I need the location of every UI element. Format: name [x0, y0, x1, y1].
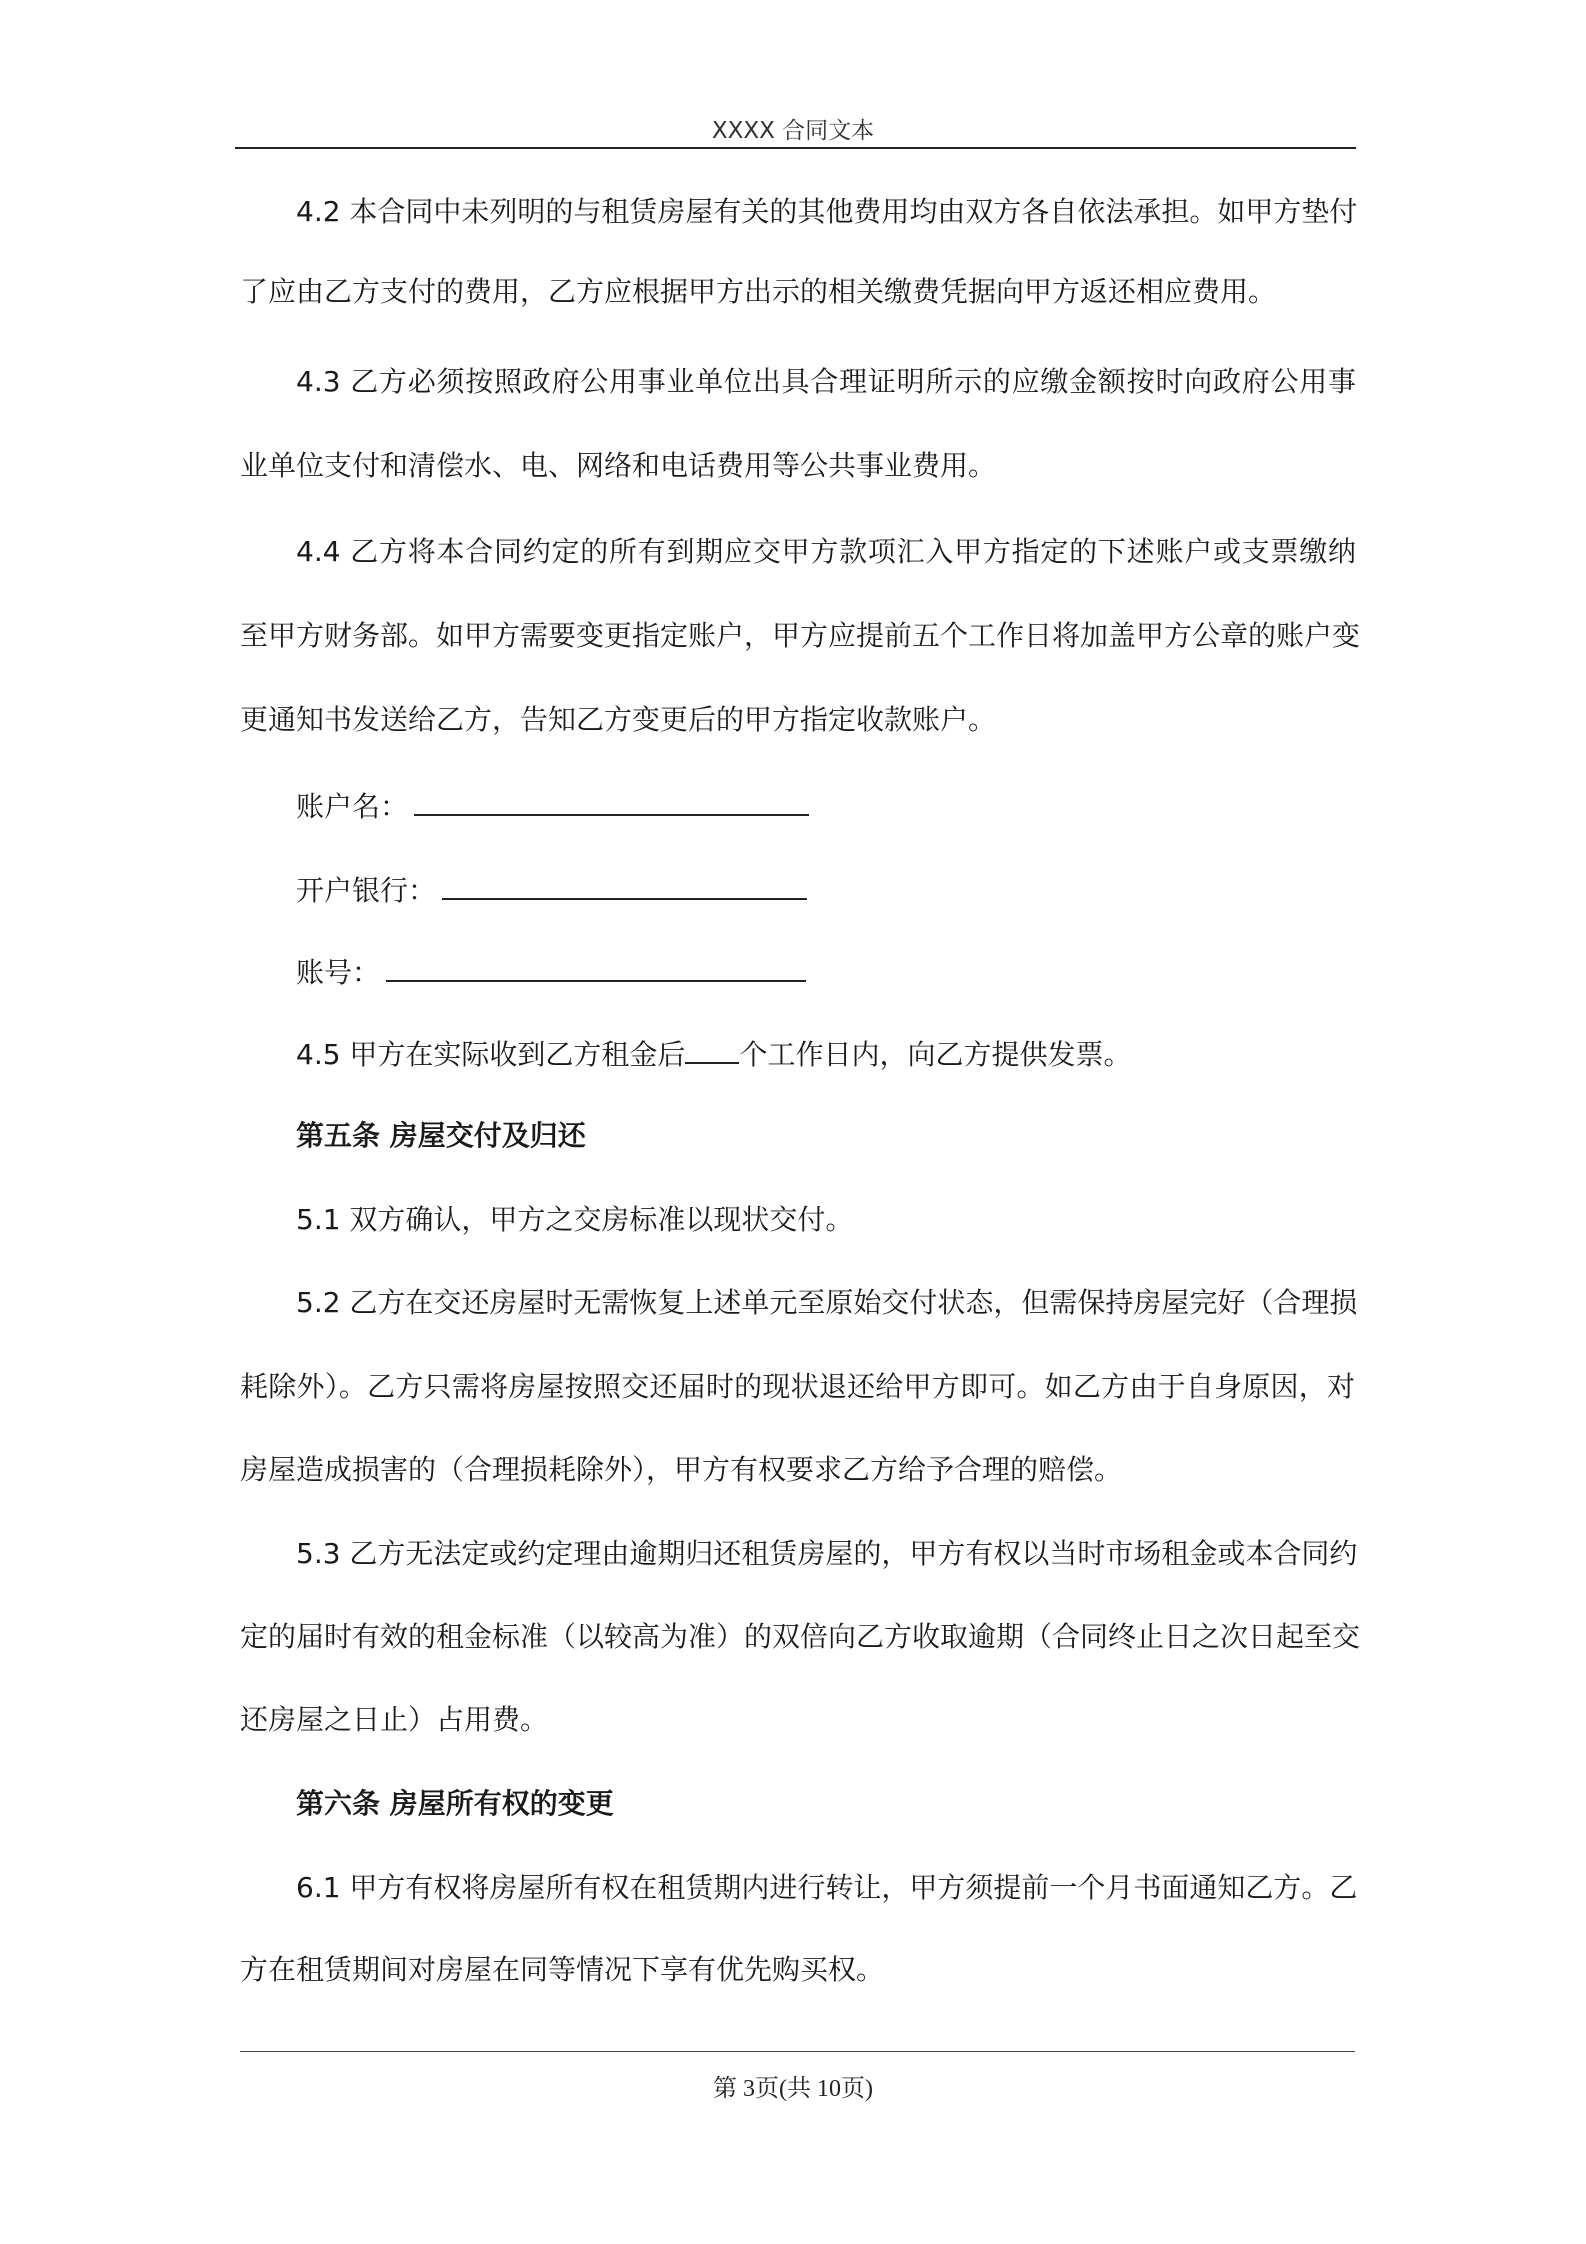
clause-4-2-line-1: 4.2 本合同中未列明的与租赁房屋有关的其他费用均由双方各自依法承担。如甲方垫付	[296, 195, 1358, 228]
clause-4-4-line-2: 至甲方财务部。如甲方需要变更指定账户，甲方应提前五个工作日将加盖甲方公章的账户变	[240, 619, 1361, 652]
clause-4-5-text-after: 个工作日内，向乙方提供发票。	[739, 1038, 1132, 1071]
workdays-blank	[685, 1032, 739, 1064]
bank-label: 开户银行：	[296, 874, 437, 907]
clause-5-3-line-2: 定的届时有效的租金标准（以较高为准）的双倍向乙方收取逾期（合同终止日之次日起至交	[240, 1620, 1361, 1653]
account-name-row	[296, 784, 1356, 827]
account-number-row	[296, 950, 1356, 993]
account-number-label: 账号：	[296, 956, 381, 989]
clause-4-3-line-2: 业单位支付和清偿水、电、网络和电话费用等公共事业费用。	[240, 449, 997, 482]
article-6-heading: 第六条 房屋所有权的变更	[296, 1787, 614, 1820]
header-title: XXXX 合同文本	[711, 118, 875, 144]
clause-4-3-line-1: 4.3 乙方必须按照政府公用事业单位出具合理证明所示的应缴金额按时向政府公用事	[296, 365, 1356, 398]
page-number: 第 3页(共 10页)	[713, 2076, 873, 2102]
clause-4-2-line-2: 了应由乙方支付的费用，乙方应根据甲方出示的相关缴费凭据向甲方返还相应费用。	[240, 275, 1277, 308]
clause-5-1: 5.1 双方确认，甲方之交房标准以现状交付。	[296, 1203, 854, 1236]
clause-6-1-line-2: 方在租赁期间对房屋在同等情况下享有优先购买权。	[240, 1953, 885, 1986]
clause-4-4-line-3: 更通知书发送给乙方，告知乙方变更后的甲方指定收款账户。	[240, 703, 997, 736]
clause-5-3-line-3: 还房屋之日止）占用费。	[240, 1703, 549, 1736]
clause-4-4-line-1: 4.4 乙方将本合同约定的所有到期应交甲方款项汇入甲方指定的下述账户或支票缴纳	[296, 535, 1356, 568]
clause-5-2-line-2: 耗除外）。乙方只需将房屋按照交还届时的现状退还给甲方即可。如乙方由于自身原因，对	[240, 1370, 1355, 1403]
footer-divider	[240, 2051, 1355, 2052]
clause-4-5	[296, 1032, 1356, 1075]
clause-5-3-line-1: 5.3 乙方无法定或约定理由逾期归还租赁房屋的，甲方有权以当时市场租金或本合同约	[296, 1537, 1358, 1570]
bank-row	[296, 868, 1356, 911]
header-divider	[235, 147, 1356, 149]
account-name-blank	[414, 784, 809, 816]
account-name-label: 账户名：	[296, 790, 409, 823]
bank-blank	[442, 868, 807, 900]
clause-4-5-text-before: 4.5 甲方在实际收到乙方租金后	[296, 1038, 686, 1071]
clause-5-2-line-1: 5.2 乙方在交还房屋时无需恢复上述单元至原始交付状态，但需保持房屋完好（合理损	[296, 1286, 1358, 1319]
clause-6-1-line-1: 6.1 甲方有权将房屋所有权在租赁期内进行转让，甲方须提前一个月书面通知乙方。乙	[296, 1871, 1358, 1904]
account-number-blank	[386, 950, 806, 982]
article-5-heading: 第五条 房屋交付及归还	[296, 1119, 586, 1152]
clause-5-2-line-3: 房屋造成损害的（合理损耗除外），甲方有权要求乙方给予合理的赔偿。	[240, 1453, 1123, 1486]
